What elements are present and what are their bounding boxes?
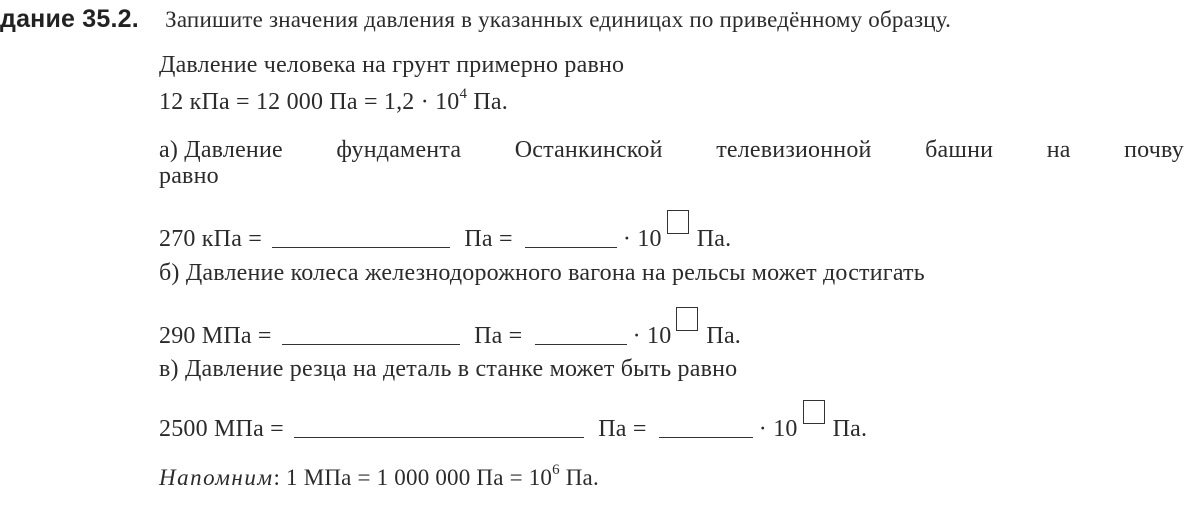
item-a-blank-pa[interactable] bbox=[272, 223, 450, 248]
item-b-blank-mantissa[interactable] bbox=[535, 320, 627, 345]
item-a-unit: Па. bbox=[696, 226, 732, 252]
item-a-word: фундамента bbox=[336, 137, 462, 163]
item-a-word: на bbox=[1046, 137, 1071, 163]
example-intro: Давление человека на грунт примерно равно bbox=[159, 52, 625, 78]
item-c-exponent-box[interactable] bbox=[803, 400, 825, 424]
item-b-description: Давление колеса железнодорожного вагона на рельсы может достигать bbox=[185, 260, 925, 286]
item-a-text-cont: равно bbox=[159, 163, 219, 189]
item-a-pa-label: Па = bbox=[464, 226, 513, 252]
item-a-exponent-box[interactable] bbox=[667, 210, 689, 234]
item-c-text bbox=[159, 354, 737, 384]
item-a-word: телевизионной bbox=[716, 137, 872, 163]
item-a-blank-mantissa[interactable] bbox=[525, 223, 617, 248]
reminder-colon: : bbox=[273, 465, 281, 490]
item-c-times-ten: · 10 bbox=[758, 416, 798, 442]
item-a-value: 270 кПа = bbox=[159, 226, 262, 252]
item-c-blank-mantissa[interactable] bbox=[659, 413, 753, 438]
item-b-equation bbox=[159, 307, 741, 351]
item-a-word: Останкинской bbox=[514, 137, 663, 163]
item-b-exponent-box[interactable] bbox=[676, 307, 698, 331]
item-c-unit: Па. bbox=[832, 416, 868, 442]
reminder-note bbox=[159, 463, 599, 493]
example-formula-end: Па. bbox=[467, 89, 508, 115]
reminder-text: 1 МПа = 1 000 000 Па = 10 bbox=[280, 465, 553, 490]
item-a-word: башни bbox=[925, 137, 994, 163]
item-a-letter: а) bbox=[159, 137, 179, 163]
item-c-pa-label: Па = bbox=[598, 416, 647, 442]
item-b-letter: б) bbox=[159, 260, 180, 286]
reminder-exponent: 6 bbox=[552, 462, 560, 479]
item-c-description: Давление резца на деталь в станке может быть равно bbox=[184, 356, 738, 382]
item-c-letter: в) bbox=[159, 356, 179, 382]
task-number: дание 35.2. bbox=[0, 5, 139, 33]
task-instruction: Запишите значения давления в указанных единицах по приведённому образцу. bbox=[165, 7, 952, 32]
reminder-end: Па. bbox=[559, 465, 599, 490]
task-header bbox=[0, 4, 951, 35]
example-formula-exponent: 4 bbox=[459, 86, 468, 102]
item-b-blank-pa[interactable] bbox=[282, 320, 460, 345]
reminder-label: Напомним bbox=[159, 465, 274, 490]
item-a-times-ten: · 10 bbox=[622, 226, 662, 252]
item-c-value: 2500 МПа = bbox=[159, 416, 284, 442]
item-c-blank-pa[interactable] bbox=[294, 413, 584, 438]
item-a-word: почву bbox=[1124, 137, 1184, 163]
item-b-pa-label: Па = bbox=[474, 323, 523, 349]
item-a-word: Давление bbox=[184, 137, 283, 163]
item-b-unit: Па. bbox=[706, 323, 741, 349]
item-b-times-ten: · 10 bbox=[632, 323, 672, 349]
item-b-value: 290 МПа = bbox=[159, 323, 272, 349]
item-a-equation bbox=[159, 210, 731, 254]
example-formula-main: 12 кПа = 12 000 Па = 1,2 · 10 bbox=[159, 89, 460, 115]
example-formula bbox=[159, 87, 508, 117]
item-b-text bbox=[159, 258, 925, 288]
item-a-text bbox=[159, 135, 1184, 165]
item-c-equation bbox=[159, 400, 867, 444]
